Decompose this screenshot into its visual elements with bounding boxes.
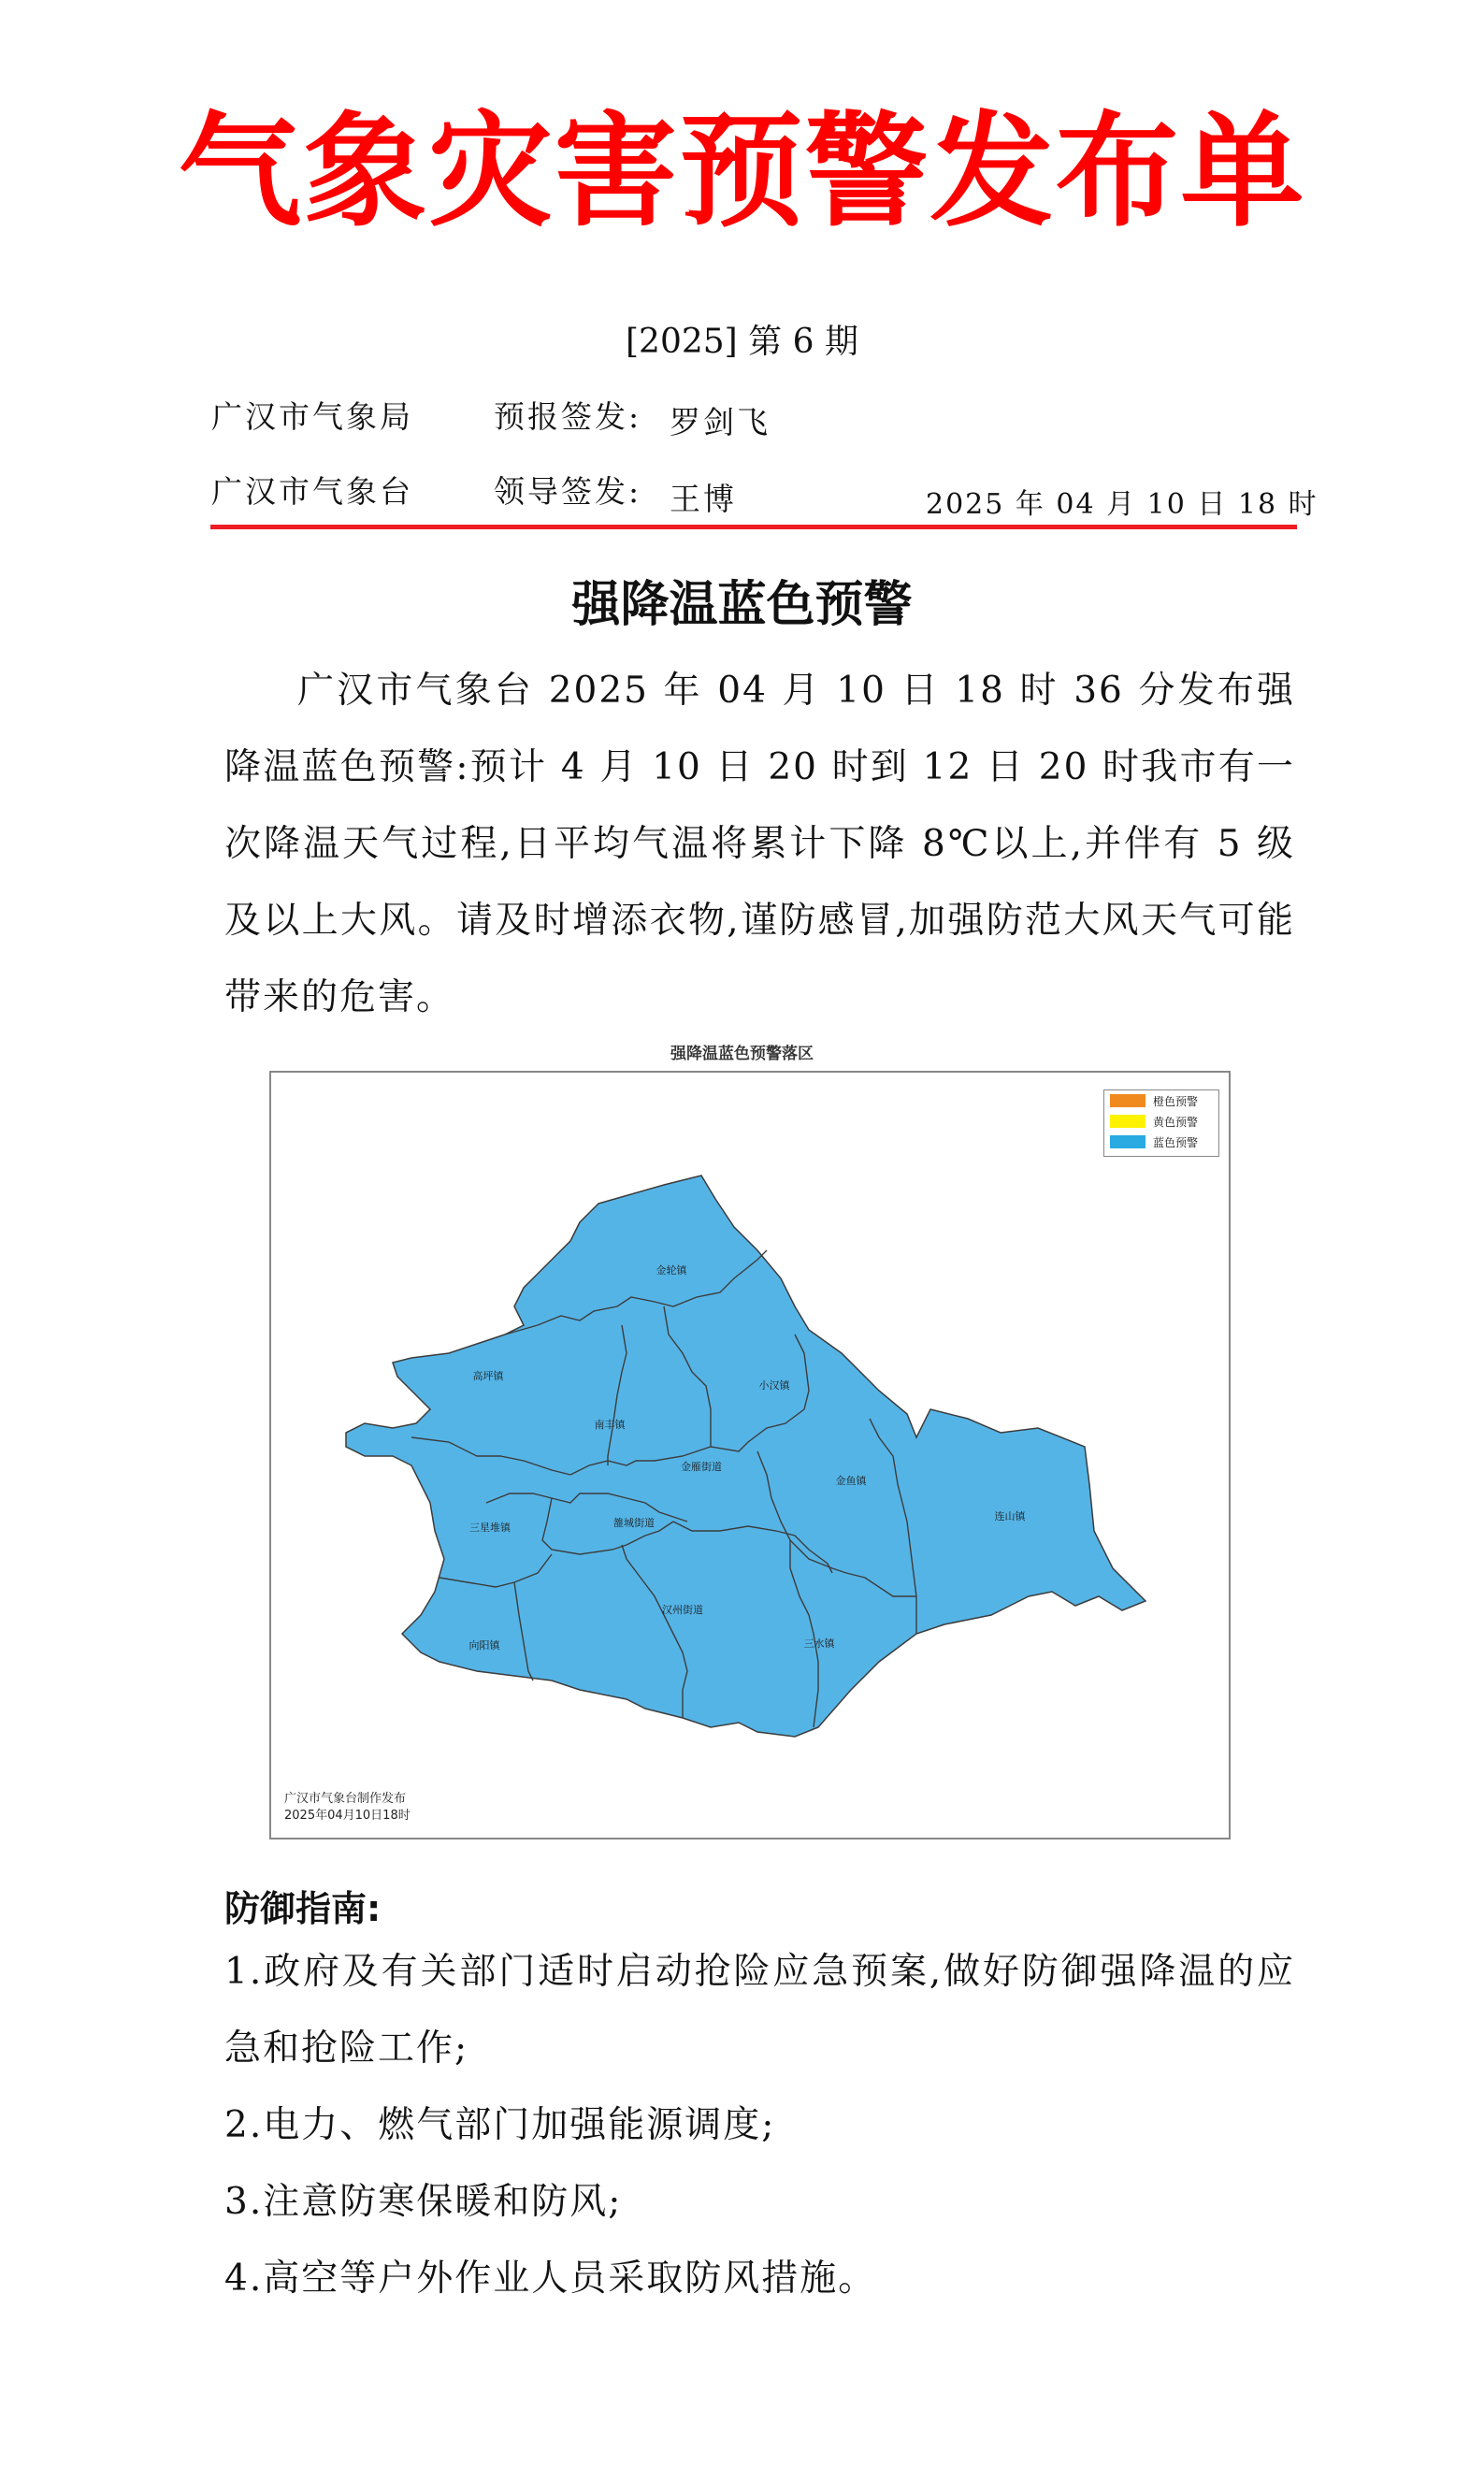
leader-signer: 王博 xyxy=(670,481,737,517)
guide-item: 2.电力、燃气部门加强能源调度; xyxy=(224,2104,776,2146)
forecast-sign-label: 预报签发: xyxy=(494,398,642,435)
map-credit-time: 2025年04月10日18时 xyxy=(284,1809,411,1823)
warning-area-map xyxy=(269,1071,1231,1839)
leader-sign-label: 领导签发: xyxy=(494,473,642,510)
guide-item: 4.高空等户外作业人员采取防风措施。 xyxy=(224,2258,877,2300)
map-legend xyxy=(1103,1089,1219,1157)
town-label-gaoping: 高坪镇 xyxy=(472,1370,504,1382)
map-svg xyxy=(271,1073,1229,1838)
legend-item-blue xyxy=(1104,1132,1218,1152)
town-label-jinyu: 金鱼镇 xyxy=(835,1475,867,1487)
town-label-jinyan: 金雁街道 xyxy=(681,1461,722,1473)
warning-body: 广汉市气象台 2025 年 04 月 10 日 18 时 36 分发布强降温蓝色预警:预计 4 月 10 日 20 时到 12 日 20 时我市有一次降温天气过程,日平均气温将累计下降 8℃以上,并伴有 5 级及以上大风。请及时增添衣物,谨防感冒,加强防范大风天气可能带来的危害。 xyxy=(224,670,1295,1018)
document-title: 气象灾害预警发布单 xyxy=(178,100,1306,244)
legend-label-yellow: 黄色预警 xyxy=(1153,1115,1199,1129)
yellow-swatch xyxy=(1110,1115,1145,1128)
issuing-station: 广汉市气象台 xyxy=(211,473,413,510)
guide-item: 3.注意防寒保暖和防风; xyxy=(224,2181,623,2223)
header-divider xyxy=(210,525,1297,529)
guide-title: 防御指南: xyxy=(224,1888,382,1929)
county-region xyxy=(346,1176,1145,1737)
map-credit xyxy=(284,1791,411,1825)
legend-label-blue: 蓝色预警 xyxy=(1153,1135,1199,1149)
legend-item-yellow xyxy=(1104,1111,1218,1132)
legend-item-orange xyxy=(1104,1090,1218,1111)
blue-swatch xyxy=(1110,1135,1145,1148)
town-label-sanxingdui: 三星堆镇 xyxy=(469,1522,511,1534)
town-label-nanfeng: 南丰镇 xyxy=(594,1419,626,1431)
town-label-sanshui: 三水镇 xyxy=(803,1637,835,1650)
town-label-jinlun: 金轮镇 xyxy=(656,1264,687,1277)
map-credit-org: 广汉市气象台制作发布 xyxy=(284,1792,407,1806)
forecast-signer: 罗剑飞 xyxy=(670,404,771,440)
issuing-bureau: 广汉市气象局 xyxy=(211,398,413,435)
issue-number: [2025] 第 6 期 xyxy=(626,323,858,361)
town-label-xiaohan: 小汉镇 xyxy=(758,1379,790,1392)
guide-item: 1.政府及有关部门适时启动抢险应急预案,做好防御强降温的应急和抢险工作; xyxy=(224,1951,1295,2070)
guide-list xyxy=(224,1934,1295,2317)
orange-swatch xyxy=(1110,1094,1145,1107)
town-label-hanzhou: 汉州街道 xyxy=(662,1604,703,1616)
issue-datetime: 2025 年 04 月 10 日 18 时 xyxy=(926,488,1318,521)
warning-title: 强降温蓝色预警 xyxy=(571,577,913,633)
legend-label-orange: 橙色预警 xyxy=(1153,1094,1199,1108)
town-label-xiangyang: 向阳镇 xyxy=(468,1639,500,1652)
map-caption: 强降温蓝色预警落区 xyxy=(670,1045,814,1063)
town-label-lianshan: 连山镇 xyxy=(994,1510,1026,1522)
town-label-luocheng: 雒城街道 xyxy=(613,1517,655,1529)
